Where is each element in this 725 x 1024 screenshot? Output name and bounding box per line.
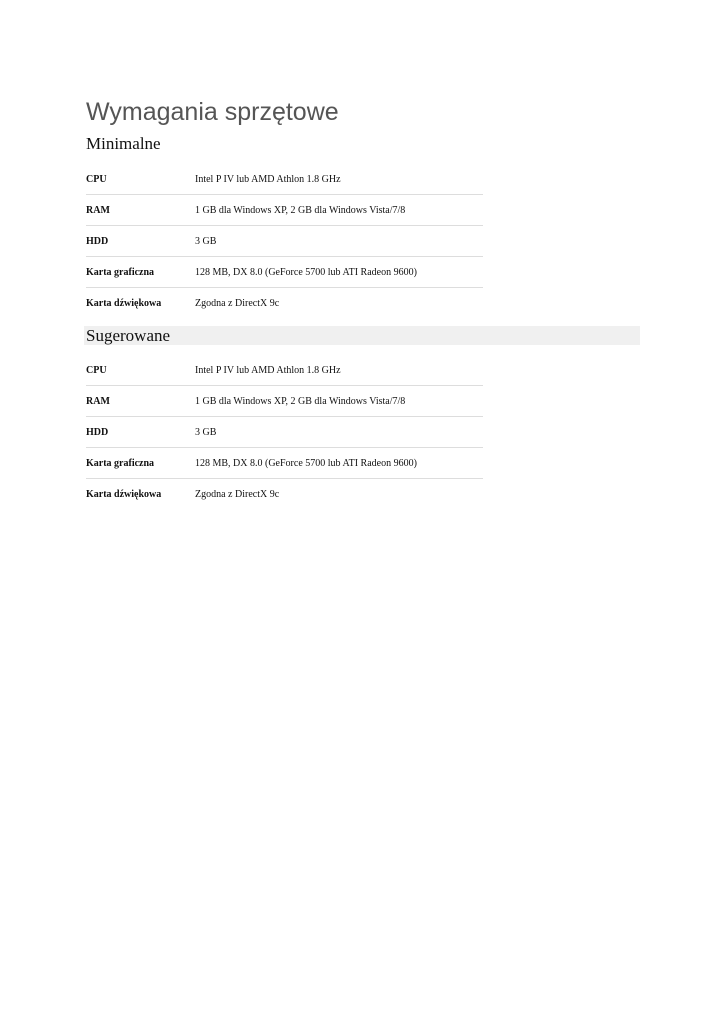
spec-value: 1 GB dla Windows XP, 2 GB dla Windows Vista/7/8 <box>195 195 483 226</box>
spec-label: CPU <box>86 355 195 386</box>
spec-label: Karta graficzna <box>86 448 195 479</box>
minimal-requirements-table <box>86 164 483 318</box>
table-row <box>86 386 483 417</box>
table-row <box>86 164 483 195</box>
table-row <box>86 355 483 386</box>
spec-value: Zgodna z DirectX 9c <box>195 297 280 309</box>
table-row <box>86 257 483 288</box>
section-heading-minimal: Minimalne <box>86 134 161 153</box>
spec-label: HDD <box>86 226 195 257</box>
spec-value: Intel P IV lub AMD Athlon 1.8 GHz <box>195 164 483 195</box>
spec-label: Karta dźwiękowa <box>86 488 162 500</box>
suggested-requirements-table <box>86 355 483 509</box>
spec-label: HDD <box>86 417 195 448</box>
spec-label: Karta dźwiękowa <box>86 297 162 309</box>
table-row <box>86 226 483 257</box>
spec-value: 1 GB dla Windows XP, 2 GB dla Windows Vista/7/8 <box>195 386 483 417</box>
spec-label: RAM <box>86 386 195 417</box>
table-row <box>86 448 483 479</box>
page-title: Wymagania sprzętowe <box>86 98 339 126</box>
spec-value: 128 MB, DX 8.0 (GeForce 5700 lub ATI Radeon 9600) <box>195 257 483 288</box>
spec-value: Intel P IV lub AMD Athlon 1.8 GHz <box>195 355 483 386</box>
table-row <box>86 479 483 510</box>
spec-value: 128 MB, DX 8.0 (GeForce 5700 lub ATI Radeon 9600) <box>195 448 483 479</box>
table-row <box>86 417 483 448</box>
spec-label: Karta graficzna <box>86 257 195 288</box>
spec-label: RAM <box>86 195 195 226</box>
table-row <box>86 195 483 226</box>
table-row <box>86 288 483 319</box>
spec-value: 3 GB <box>195 417 483 448</box>
spec-value: 3 GB <box>195 226 483 257</box>
spec-value: Zgodna z DirectX 9c <box>195 488 280 500</box>
section-heading-suggested: Sugerowane <box>86 326 171 345</box>
spec-label: CPU <box>86 164 195 195</box>
